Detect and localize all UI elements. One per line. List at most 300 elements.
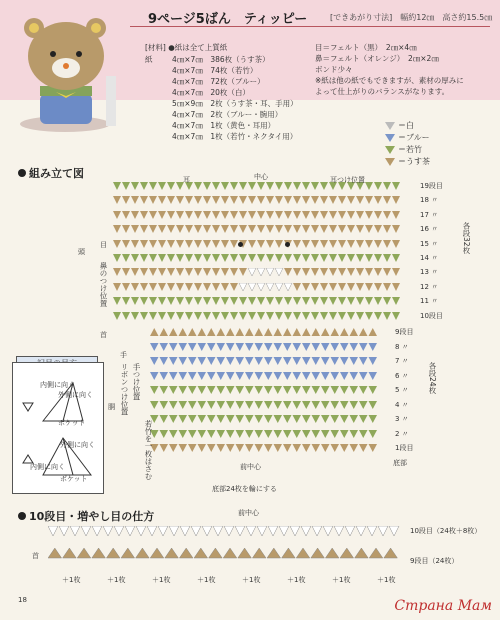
triangle-piece bbox=[213, 526, 223, 536]
triangle-piece bbox=[279, 526, 289, 536]
triangle-piece bbox=[293, 357, 302, 365]
triangle-piece bbox=[158, 196, 166, 204]
triangle-piece bbox=[320, 182, 328, 190]
triangle-piece bbox=[207, 343, 216, 351]
triangle-piece bbox=[320, 297, 328, 305]
triangle-piece bbox=[158, 211, 166, 219]
legend-label: ＝ブルー bbox=[398, 133, 430, 142]
triangle-row bbox=[150, 343, 382, 353]
triangle-piece bbox=[257, 268, 265, 276]
triangle-icon bbox=[385, 158, 395, 166]
triangle-piece bbox=[122, 196, 130, 204]
triangle-piece bbox=[236, 372, 245, 380]
triangle-piece bbox=[374, 254, 382, 262]
triangle-piece bbox=[245, 415, 254, 423]
triangle-piece bbox=[236, 357, 245, 365]
triangle-piece bbox=[320, 283, 328, 291]
triangle-piece bbox=[350, 343, 359, 351]
row-label: 3 〃 bbox=[395, 415, 409, 423]
triangle-piece bbox=[169, 357, 178, 365]
triangle-piece bbox=[169, 444, 178, 452]
triangle-row bbox=[150, 415, 382, 425]
ear-label: 耳 bbox=[183, 176, 190, 184]
triangle-piece bbox=[209, 548, 223, 558]
triangle-piece bbox=[221, 196, 229, 204]
triangle-piece bbox=[255, 415, 264, 423]
triangle-piece bbox=[329, 240, 337, 248]
increase-heading: 10段目・増やし目の仕方 bbox=[18, 508, 154, 524]
triangle-piece bbox=[378, 526, 388, 536]
triangle-piece bbox=[266, 254, 274, 262]
triangle-piece bbox=[226, 430, 235, 438]
triangle-piece bbox=[347, 225, 355, 233]
triangle-piece bbox=[176, 211, 184, 219]
triangle-piece bbox=[268, 526, 278, 536]
triangle-piece bbox=[312, 343, 321, 351]
head-count-label: 各段32枚 bbox=[462, 222, 471, 255]
triangle-piece bbox=[221, 312, 229, 320]
arm-note-label: 若竹を一枚はさむ bbox=[144, 420, 153, 480]
triangle-piece bbox=[245, 386, 254, 394]
triangle-piece bbox=[226, 444, 235, 452]
triangle-piece bbox=[230, 240, 238, 248]
triangle-piece bbox=[212, 283, 220, 291]
triangle-piece bbox=[312, 357, 321, 365]
triangle-piece bbox=[275, 225, 283, 233]
triangle-piece bbox=[176, 196, 184, 204]
triangle-piece bbox=[293, 211, 301, 219]
triangle-piece bbox=[176, 297, 184, 305]
triangle-piece bbox=[149, 268, 157, 276]
triangle-piece bbox=[48, 548, 62, 558]
legend-item bbox=[385, 132, 430, 144]
triangle-piece bbox=[302, 328, 311, 336]
triangle-piece bbox=[350, 401, 359, 409]
triangle-piece bbox=[392, 225, 400, 233]
triangle-piece bbox=[185, 254, 193, 262]
triangle-piece bbox=[230, 182, 238, 190]
triangle-piece bbox=[331, 386, 340, 394]
row9-label: 9段目（24枚） bbox=[410, 557, 459, 565]
triangle-piece bbox=[194, 196, 202, 204]
triangle-piece bbox=[122, 268, 130, 276]
plus-one-label: ＋1枚 bbox=[107, 576, 126, 584]
triangle-piece bbox=[248, 254, 256, 262]
triangle-piece bbox=[179, 430, 188, 438]
triangle-row bbox=[113, 254, 405, 264]
triangle-piece bbox=[365, 312, 373, 320]
row-label: 15 〃 bbox=[420, 239, 439, 248]
triangle-piece bbox=[176, 254, 184, 262]
increase-neck-label: 首 bbox=[32, 552, 39, 560]
triangle-piece bbox=[331, 328, 340, 336]
triangle-piece bbox=[293, 328, 302, 336]
triangle-piece bbox=[185, 225, 193, 233]
triangle-piece bbox=[236, 430, 245, 438]
triangle-piece bbox=[383, 182, 391, 190]
bullet-icon bbox=[18, 169, 26, 177]
watermark: Страна Мам bbox=[394, 598, 492, 614]
triangle-piece bbox=[257, 297, 265, 305]
triangle-piece bbox=[356, 526, 366, 536]
triangle-piece bbox=[188, 444, 197, 452]
triangle-piece bbox=[226, 386, 235, 394]
triangle-piece bbox=[176, 312, 184, 320]
triangle-piece bbox=[302, 444, 311, 452]
triangle-piece bbox=[356, 196, 364, 204]
triangle-piece bbox=[158, 297, 166, 305]
triangle-piece bbox=[194, 297, 202, 305]
triangle-piece bbox=[283, 357, 292, 365]
triangle-icon bbox=[385, 122, 395, 130]
triangle-piece bbox=[185, 283, 193, 291]
triangle-piece bbox=[255, 343, 264, 351]
triangle-piece bbox=[217, 328, 226, 336]
triangle-piece bbox=[302, 312, 310, 320]
triangle-piece bbox=[338, 196, 346, 204]
triangle-piece bbox=[239, 196, 247, 204]
triangle-row bbox=[113, 196, 405, 206]
triangle-piece bbox=[275, 254, 283, 262]
triangle-piece bbox=[302, 182, 310, 190]
material-line: 4㎝×7㎝ 74枚（若竹） bbox=[172, 66, 258, 75]
triangle-piece bbox=[248, 297, 256, 305]
row-label: 1段目 bbox=[395, 444, 414, 452]
triangle-piece bbox=[340, 357, 349, 365]
triangle-piece bbox=[350, 415, 359, 423]
pocket-label-1: ポケット bbox=[58, 419, 86, 427]
triangle-piece bbox=[374, 240, 382, 248]
triangle-piece bbox=[331, 415, 340, 423]
triangle-piece bbox=[359, 357, 368, 365]
triangle-piece bbox=[122, 297, 130, 305]
triangle-piece bbox=[230, 268, 238, 276]
triangle-piece bbox=[320, 196, 328, 204]
triangle-piece bbox=[293, 268, 301, 276]
triangle-piece bbox=[369, 548, 383, 558]
triangle-piece bbox=[365, 297, 373, 305]
triangle-piece bbox=[198, 386, 207, 394]
triangle-piece bbox=[365, 254, 373, 262]
triangle-piece bbox=[131, 196, 139, 204]
triangle-piece bbox=[122, 225, 130, 233]
triangle-piece bbox=[236, 386, 245, 394]
triangle-piece bbox=[167, 182, 175, 190]
triangle-piece bbox=[340, 343, 349, 351]
triangle-piece bbox=[207, 372, 216, 380]
triangle-piece bbox=[359, 444, 368, 452]
triangle-piece bbox=[179, 548, 193, 558]
row-label: 11 〃 bbox=[420, 297, 439, 306]
torso-label: 胴 bbox=[108, 403, 115, 411]
triangle-piece bbox=[150, 386, 159, 394]
triangle-piece bbox=[179, 415, 188, 423]
triangle-piece bbox=[365, 283, 373, 291]
triangle-piece bbox=[374, 297, 382, 305]
triangle-piece bbox=[264, 372, 273, 380]
triangle-piece bbox=[293, 386, 302, 394]
triangle-row bbox=[150, 444, 382, 454]
triangle-piece bbox=[125, 526, 135, 536]
triangle-piece bbox=[207, 430, 216, 438]
triangle-piece bbox=[329, 211, 337, 219]
triangle-piece bbox=[365, 240, 373, 248]
triangle-piece bbox=[255, 401, 264, 409]
triangle-piece bbox=[340, 386, 349, 394]
triangle-piece bbox=[369, 415, 378, 423]
row-label: 6 〃 bbox=[395, 371, 409, 380]
triangle-piece bbox=[331, 430, 340, 438]
triangle-piece bbox=[293, 415, 302, 423]
triangle-piece bbox=[302, 372, 311, 380]
triangle-piece bbox=[347, 211, 355, 219]
triangle-piece bbox=[392, 254, 400, 262]
triangle-piece bbox=[198, 444, 207, 452]
triangle-piece bbox=[293, 297, 301, 305]
triangle-piece bbox=[235, 526, 245, 536]
triangle-piece bbox=[284, 211, 292, 219]
triangle-piece bbox=[217, 386, 226, 394]
triangle-piece bbox=[212, 254, 220, 262]
triangle-piece bbox=[257, 526, 267, 536]
triangle-piece bbox=[347, 254, 355, 262]
triangle-piece bbox=[302, 211, 310, 219]
triangle-piece bbox=[136, 548, 150, 558]
triangle-piece bbox=[356, 225, 364, 233]
triangle-piece bbox=[160, 372, 169, 380]
triangle-piece bbox=[320, 312, 328, 320]
triangle-piece bbox=[238, 548, 252, 558]
triangle-piece bbox=[158, 283, 166, 291]
plus-one-label: ＋1枚 bbox=[332, 576, 351, 584]
legend-item bbox=[385, 120, 430, 132]
triangle-piece bbox=[248, 240, 256, 248]
triangle-piece bbox=[320, 240, 328, 248]
triangle-piece bbox=[236, 415, 245, 423]
triangle-piece bbox=[203, 196, 211, 204]
triangle-piece bbox=[248, 312, 256, 320]
triangle-piece bbox=[321, 328, 330, 336]
triangle-piece bbox=[275, 211, 283, 219]
triangle-piece bbox=[131, 225, 139, 233]
triangle-piece bbox=[293, 372, 302, 380]
paper-label: 紙 bbox=[145, 55, 153, 64]
triangle-piece bbox=[131, 312, 139, 320]
triangle-piece bbox=[257, 283, 265, 291]
triangle-piece bbox=[367, 526, 377, 536]
triangle-piece bbox=[198, 343, 207, 351]
triangle-piece bbox=[293, 225, 301, 233]
triangle-piece bbox=[320, 225, 328, 233]
triangle-piece bbox=[221, 211, 229, 219]
triangle-piece bbox=[340, 372, 349, 380]
triangle-piece bbox=[230, 211, 238, 219]
triangle-piece bbox=[274, 386, 283, 394]
triangle-piece bbox=[113, 225, 121, 233]
triangle-piece bbox=[302, 254, 310, 262]
triangle-piece bbox=[188, 372, 197, 380]
row10-label: 10段目（24枚＋8枚） bbox=[410, 527, 482, 535]
triangle-piece bbox=[312, 401, 321, 409]
triangle-piece bbox=[70, 526, 80, 536]
triangle-piece bbox=[176, 268, 184, 276]
triangle-piece bbox=[347, 297, 355, 305]
row-label: 14 〃 bbox=[420, 254, 439, 262]
triangle-piece bbox=[312, 526, 322, 536]
triangle-piece bbox=[113, 283, 121, 291]
triangle-piece bbox=[140, 268, 148, 276]
triangle-piece bbox=[221, 297, 229, 305]
triangle-piece bbox=[92, 526, 102, 536]
triangle-piece bbox=[81, 526, 91, 536]
triangle-icon bbox=[385, 146, 395, 154]
triangle-piece bbox=[217, 401, 226, 409]
triangle-piece bbox=[103, 526, 113, 536]
triangle-piece bbox=[194, 312, 202, 320]
triangle-piece bbox=[113, 182, 121, 190]
triangle-piece bbox=[282, 548, 296, 558]
triangle-piece bbox=[194, 254, 202, 262]
triangle-piece bbox=[221, 268, 229, 276]
triangle-piece bbox=[312, 386, 321, 394]
triangle-piece bbox=[245, 372, 254, 380]
triangle-piece bbox=[356, 254, 364, 262]
triangle-piece bbox=[252, 548, 266, 558]
triangle-piece bbox=[302, 430, 311, 438]
triangle-piece bbox=[320, 211, 328, 219]
triangle-piece bbox=[185, 196, 193, 204]
triangle-piece bbox=[140, 297, 148, 305]
triangle-piece bbox=[221, 225, 229, 233]
increase-row bbox=[48, 526, 404, 538]
triangle-piece bbox=[356, 240, 364, 248]
hand-position-label: 手つけ位置 bbox=[132, 363, 141, 401]
triangle-piece bbox=[122, 254, 130, 262]
triangle-piece bbox=[136, 526, 146, 536]
triangle-piece bbox=[392, 268, 400, 276]
triangle-piece bbox=[122, 211, 130, 219]
triangle-piece bbox=[334, 526, 344, 536]
triangle-piece bbox=[203, 225, 211, 233]
triangle-piece bbox=[212, 240, 220, 248]
triangle-piece bbox=[338, 297, 346, 305]
legend-label: ＝白 bbox=[398, 121, 414, 130]
neck-label: 首 bbox=[100, 331, 107, 339]
triangle-piece bbox=[131, 211, 139, 219]
triangle-piece bbox=[347, 240, 355, 248]
triangle-piece bbox=[301, 526, 311, 536]
triangle-piece bbox=[325, 548, 339, 558]
triangle-piece bbox=[274, 343, 283, 351]
triangle-piece bbox=[194, 211, 202, 219]
triangle-piece bbox=[131, 240, 139, 248]
hand-label: 手 bbox=[120, 351, 127, 359]
triangle-piece bbox=[321, 415, 330, 423]
triangle-piece bbox=[245, 430, 254, 438]
row-label: 13 〃 bbox=[420, 268, 439, 277]
triangle-piece bbox=[340, 415, 349, 423]
triangle-piece bbox=[347, 268, 355, 276]
triangle-piece bbox=[356, 297, 364, 305]
triangle-piece bbox=[356, 312, 364, 320]
triangle-piece bbox=[149, 283, 157, 291]
triangle-piece bbox=[217, 415, 226, 423]
triangle-piece bbox=[221, 240, 229, 248]
triangle-piece bbox=[180, 526, 190, 536]
triangle-row bbox=[150, 328, 382, 338]
triangle-piece bbox=[340, 430, 349, 438]
triangle-piece bbox=[188, 328, 197, 336]
triangle-piece bbox=[230, 283, 238, 291]
triangle-piece bbox=[321, 386, 330, 394]
triangle-piece bbox=[275, 283, 283, 291]
triangle-piece bbox=[392, 196, 400, 204]
triangle-piece bbox=[264, 401, 273, 409]
triangle-piece bbox=[167, 312, 175, 320]
triangle-piece bbox=[311, 268, 319, 276]
triangle-piece bbox=[77, 548, 91, 558]
triangle-piece bbox=[302, 225, 310, 233]
triangle-piece bbox=[113, 254, 121, 262]
triangle-piece bbox=[257, 182, 265, 190]
legend-label: ＝若竹 bbox=[398, 145, 422, 154]
triangle-piece bbox=[257, 254, 265, 262]
triangle-piece bbox=[356, 211, 364, 219]
triangle-piece bbox=[59, 526, 69, 536]
triangle-piece bbox=[302, 240, 310, 248]
triangle-piece bbox=[131, 182, 139, 190]
center-label: 中心 bbox=[254, 173, 268, 181]
triangle-piece bbox=[158, 254, 166, 262]
material-extra-line: 目＝フェルト（黒） 2㎝×4㎝ bbox=[315, 43, 417, 52]
triangle-piece bbox=[160, 401, 169, 409]
triangle-piece bbox=[140, 211, 148, 219]
triangle-piece bbox=[217, 357, 226, 365]
triangle-piece bbox=[266, 312, 274, 320]
triangle-piece bbox=[113, 297, 121, 305]
triangle-piece bbox=[383, 196, 391, 204]
triangle-piece bbox=[230, 312, 238, 320]
triangle-piece bbox=[392, 182, 400, 190]
triangle-piece bbox=[236, 328, 245, 336]
triangle-piece bbox=[226, 343, 235, 351]
triangle-piece bbox=[248, 182, 256, 190]
triangle-piece bbox=[293, 343, 302, 351]
triangle-row bbox=[113, 225, 405, 235]
triangle-piece bbox=[212, 196, 220, 204]
triangle-piece bbox=[176, 240, 184, 248]
plus-one-label: ＋1枚 bbox=[287, 576, 306, 584]
triangle-piece bbox=[392, 211, 400, 219]
triangle-piece bbox=[245, 357, 254, 365]
triangle-piece bbox=[169, 343, 178, 351]
triangle-piece bbox=[160, 328, 169, 336]
triangle-piece bbox=[302, 283, 310, 291]
triangle-piece bbox=[217, 444, 226, 452]
triangle-piece bbox=[255, 386, 264, 394]
triangle-piece bbox=[338, 283, 346, 291]
triangle-piece bbox=[203, 283, 211, 291]
triangle-piece bbox=[369, 444, 378, 452]
triangle-piece bbox=[329, 268, 337, 276]
triangle-row bbox=[113, 240, 405, 250]
triangle-piece bbox=[290, 526, 300, 536]
triangle-piece bbox=[188, 386, 197, 394]
triangle-piece bbox=[321, 372, 330, 380]
triangle-piece bbox=[293, 430, 302, 438]
nose-label: 鼻のつけ位置 bbox=[99, 262, 108, 307]
row-label: 5 〃 bbox=[395, 386, 409, 394]
